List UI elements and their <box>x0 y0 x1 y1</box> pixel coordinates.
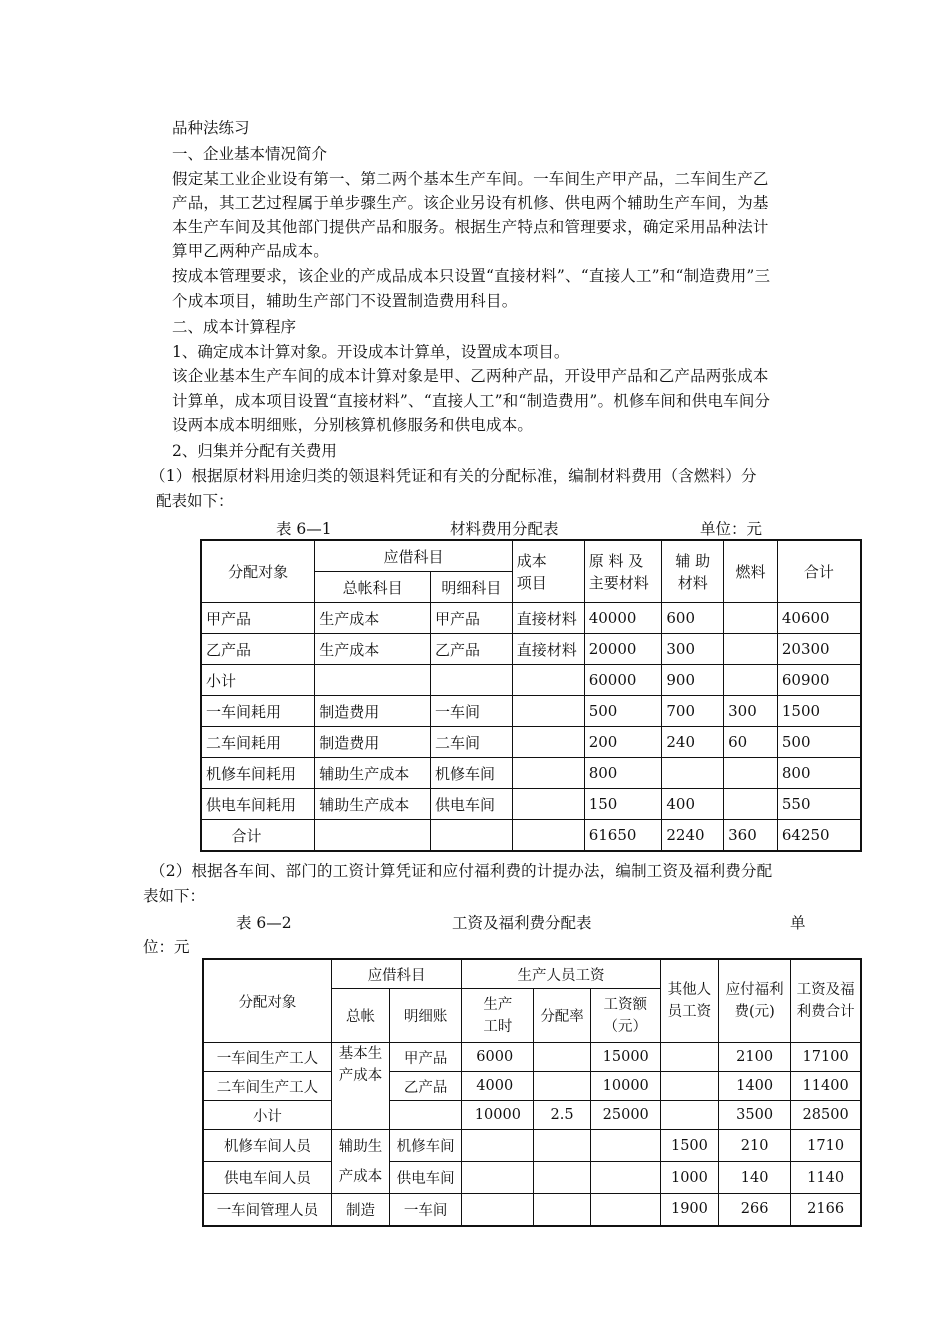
table-cell <box>590 1194 660 1226</box>
table-cell: 61650 <box>584 820 662 852</box>
table-cell <box>724 634 778 665</box>
header-cell: 其他人 员工资 <box>660 959 718 1043</box>
table-cell <box>534 1162 590 1194</box>
table-row <box>201 634 861 665</box>
table-cell: 200 <box>584 727 662 758</box>
table-cell <box>660 1072 718 1101</box>
table-cell: 一车间 <box>390 1194 462 1226</box>
header-cell: 分配对象 <box>203 959 331 1043</box>
table-cell: 甲产品 <box>430 603 512 634</box>
step-heading-2: 2、归集并分配有关费用 <box>172 442 337 460</box>
table-cell: 40600 <box>777 603 861 634</box>
table-cell: 机修车间人员 <box>203 1130 331 1162</box>
table-cell: 二车间耗用 <box>201 727 315 758</box>
table-cell: 生产成本 <box>315 634 431 665</box>
table-cell: 生产成本 <box>315 603 431 634</box>
table1-unit: 单位：元 <box>700 520 763 538</box>
header-cell: 辅 助 材料 <box>662 540 724 603</box>
table-row <box>201 696 861 727</box>
table-cell: 10000 <box>590 1072 660 1101</box>
table-row <box>201 603 861 634</box>
table-cell: 基本生 产成本 <box>331 1043 389 1130</box>
table-cell <box>724 758 778 789</box>
table-cell: 800 <box>777 758 861 789</box>
paragraph-line: 本生产车间及其他部门提供产品和服务。根据生产特点和管理要求，确定采用品种法计 <box>172 218 769 236</box>
table-cell: 60900 <box>777 665 861 696</box>
table-cell: 乙产品 <box>201 634 315 665</box>
table-cell: 机修车间 <box>430 758 512 789</box>
table-row <box>203 1101 861 1130</box>
table-cell: 一车间 <box>430 696 512 727</box>
table-row <box>203 1072 861 1101</box>
table-cell <box>662 758 724 789</box>
table-cell <box>512 789 584 820</box>
table-cell: 20000 <box>584 634 662 665</box>
table-cell: 550 <box>777 789 861 820</box>
header-cell: 明细科目 <box>430 572 512 603</box>
table-cell: 制造费用 <box>315 727 431 758</box>
header-cell: 分配对象 <box>201 540 315 603</box>
table-cell <box>315 820 431 852</box>
table-cell: 合计 <box>201 820 315 852</box>
table-cell: 300 <box>662 634 724 665</box>
table-cell <box>430 820 512 852</box>
table-cell: 1900 <box>660 1194 718 1226</box>
paragraph-line: 表如下： <box>143 887 206 905</box>
table-cell <box>590 1162 660 1194</box>
paragraph-line: 设两本成本明细账，分别核算机修服务和供电成本。 <box>172 416 534 434</box>
table-cell <box>660 1101 718 1130</box>
table-cell: 150 <box>584 789 662 820</box>
header-cell: 应借科目 <box>315 540 513 572</box>
table-cell: 乙产品 <box>390 1072 462 1101</box>
table-cell <box>724 665 778 696</box>
table-row <box>201 789 861 820</box>
table-row <box>203 1162 861 1194</box>
table1-number: 表 6—1 <box>276 520 332 538</box>
table-cell: 辅助生产成本 <box>315 758 431 789</box>
table-cell: 240 <box>662 727 724 758</box>
table-cell: 2100 <box>719 1043 791 1072</box>
table-cell: 4000 <box>462 1072 534 1101</box>
table-cell <box>512 727 584 758</box>
table-cell <box>462 1162 534 1194</box>
header-cell: 生产 工时 <box>462 989 534 1043</box>
header-cell: 成本 项目 <box>512 540 584 603</box>
table-cell: 二车间生产工人 <box>203 1072 331 1101</box>
paragraph-line: 按成本管理要求，该企业的产成品成本只设置“直接材料”、“直接人工”和“制造费用”三 <box>172 267 771 285</box>
table-cell: 乙产品 <box>430 634 512 665</box>
paragraph-line: 配表如下： <box>156 492 234 510</box>
table-cell <box>462 1130 534 1162</box>
paragraph-line: 该企业基本生产车间的成本计算对象是甲、乙两种产品，开设甲产品和乙产品两张成本 <box>172 367 769 385</box>
table-cell: 小计 <box>203 1101 331 1130</box>
table-cell <box>660 1043 718 1072</box>
table-cell: 6000 <box>462 1043 534 1072</box>
table2-number: 表 6—2 <box>236 914 292 932</box>
table-cell: 210 <box>719 1130 791 1162</box>
table2-title: 工资及福利费分配表 <box>452 914 592 932</box>
table-cell <box>724 789 778 820</box>
table-cell: 140 <box>719 1162 791 1194</box>
table-cell: 3500 <box>719 1101 791 1130</box>
table-cell: 直接材料 <box>512 603 584 634</box>
table-cell: 供电车间耗用 <box>201 789 315 820</box>
header-cell: 原 料 及 主要材料 <box>584 540 662 603</box>
table-cell: 60 <box>724 727 778 758</box>
table-cell: 300 <box>724 696 778 727</box>
table-cell <box>390 1101 462 1130</box>
table-cell <box>430 665 512 696</box>
table2-unit: 单 <box>790 914 806 932</box>
table-cell: 供电车间人员 <box>203 1162 331 1194</box>
section-heading-2: 二、成本计算程序 <box>172 318 297 336</box>
table-cell <box>462 1194 534 1226</box>
table-cell: 辅助生 产成本 <box>331 1130 389 1194</box>
table-cell: 一车间生产工人 <box>203 1043 331 1072</box>
table-cell: 266 <box>719 1194 791 1226</box>
table-cell: 供电车间 <box>430 789 512 820</box>
table-cell <box>534 1043 590 1072</box>
paragraph-line: 计算单，成本项目设置“直接材料”、“直接人工”和“制造费用”。机修车间和供电车间分 <box>172 392 771 410</box>
table-cell: 1400 <box>719 1072 791 1101</box>
table-cell: 1000 <box>660 1162 718 1194</box>
table2-unit-cont: 位：元 <box>143 938 190 956</box>
header-cell: 明细账 <box>390 989 462 1043</box>
paragraph-line: 算甲乙两种产品成本。 <box>172 242 330 260</box>
table-cell: 500 <box>584 696 662 727</box>
table-cell: 28500 <box>791 1101 861 1130</box>
table-cell: 机修车间耗用 <box>201 758 315 789</box>
table-cell: 2166 <box>791 1194 861 1226</box>
paragraph-line: 产品，其工艺过程属于单步骤生产。该企业另设有机修、供电两个辅助生产车间，为基 <box>172 194 769 212</box>
table-cell: 700 <box>662 696 724 727</box>
table-row <box>203 1194 861 1226</box>
header-cell: 总帐 <box>331 989 389 1043</box>
header-cell: 工资及福 利费合计 <box>791 959 861 1043</box>
header-cell: 应借科目 <box>331 959 461 989</box>
paragraph-line: 假定某工业企业设有第一、第二两个基本生产车间。一车间生产甲产品，二车间生产乙 <box>172 170 769 188</box>
paragraph-line: （1）根据原材料用途归类的领退料凭证和有关的分配标准，编制材料费用（含燃料）分 <box>150 467 757 485</box>
table-cell: 900 <box>662 665 724 696</box>
paragraph-line: （2）根据各车间、部门的工资计算凭证和应付福利费的计提办法，编制工资及福利费分配 <box>150 862 773 880</box>
table-cell: 2.5 <box>534 1101 590 1130</box>
table-row <box>201 758 861 789</box>
table-cell: 二车间 <box>430 727 512 758</box>
header-cell: 燃料 <box>724 540 778 603</box>
table-cell: 1140 <box>791 1162 861 1194</box>
table-cell: 辅助生产成本 <box>315 789 431 820</box>
table-cell: 1710 <box>791 1130 861 1162</box>
header-cell: 总帐科目 <box>315 572 431 603</box>
table-row <box>201 665 861 696</box>
table-cell: 10000 <box>462 1101 534 1130</box>
table-cell: 制造费用 <box>315 696 431 727</box>
table-cell <box>534 1194 590 1226</box>
table-cell <box>512 696 584 727</box>
table-row <box>203 1130 861 1162</box>
table-cell: 15000 <box>590 1043 660 1072</box>
table-row <box>201 727 861 758</box>
doc-title: 品种法练习 <box>172 119 250 137</box>
table-cell: 60000 <box>584 665 662 696</box>
table1-title: 材料费用分配表 <box>450 520 559 538</box>
table-cell: 制造 <box>331 1194 389 1226</box>
table-cell <box>724 603 778 634</box>
table-cell: 甲产品 <box>390 1043 462 1072</box>
table-cell <box>590 1130 660 1162</box>
table-cell: 供电车间 <box>390 1162 462 1194</box>
wage-welfare-table <box>202 958 862 1227</box>
header-cell: 应付福利 费(元) <box>719 959 791 1043</box>
header-cell: 生产人员工资 <box>462 959 661 989</box>
table-cell: 1500 <box>660 1130 718 1162</box>
table-cell <box>534 1130 590 1162</box>
material-cost-table <box>200 539 862 852</box>
table-cell: 1500 <box>777 696 861 727</box>
table-cell: 甲产品 <box>201 603 315 634</box>
table-cell: 360 <box>724 820 778 852</box>
header-cell: 分配率 <box>534 989 590 1043</box>
table-cell: 小计 <box>201 665 315 696</box>
table-cell <box>512 758 584 789</box>
table-cell: 40000 <box>584 603 662 634</box>
table-row <box>201 820 861 852</box>
table-cell: 11400 <box>791 1072 861 1101</box>
table-cell: 20300 <box>777 634 861 665</box>
table-cell: 2240 <box>662 820 724 852</box>
table-cell <box>534 1072 590 1101</box>
section-heading-1: 一、企业基本情况简介 <box>172 145 328 163</box>
step-heading-1: 1、确定成本计算对象。开设成本计算单，设置成本项目。 <box>172 343 570 361</box>
table-cell: 64250 <box>777 820 861 852</box>
table-cell: 17100 <box>791 1043 861 1072</box>
table-cell <box>512 820 584 852</box>
table-cell: 直接材料 <box>512 634 584 665</box>
header-cell: 工资额 （元） <box>590 989 660 1043</box>
paragraph-line: 个成本项目，辅助生产部门不设置制造费用科目。 <box>172 292 518 310</box>
table-cell <box>315 665 431 696</box>
table-cell: 一车间耗用 <box>201 696 315 727</box>
table-cell <box>512 665 584 696</box>
table-cell: 机修车间 <box>390 1130 462 1162</box>
table-cell: 500 <box>777 727 861 758</box>
table-cell: 800 <box>584 758 662 789</box>
table-row <box>203 1043 861 1072</box>
table-cell: 600 <box>662 603 724 634</box>
table-cell: 一车间管理人员 <box>203 1194 331 1226</box>
table-cell: 25000 <box>590 1101 660 1130</box>
header-cell: 合计 <box>777 540 861 603</box>
table-cell: 400 <box>662 789 724 820</box>
